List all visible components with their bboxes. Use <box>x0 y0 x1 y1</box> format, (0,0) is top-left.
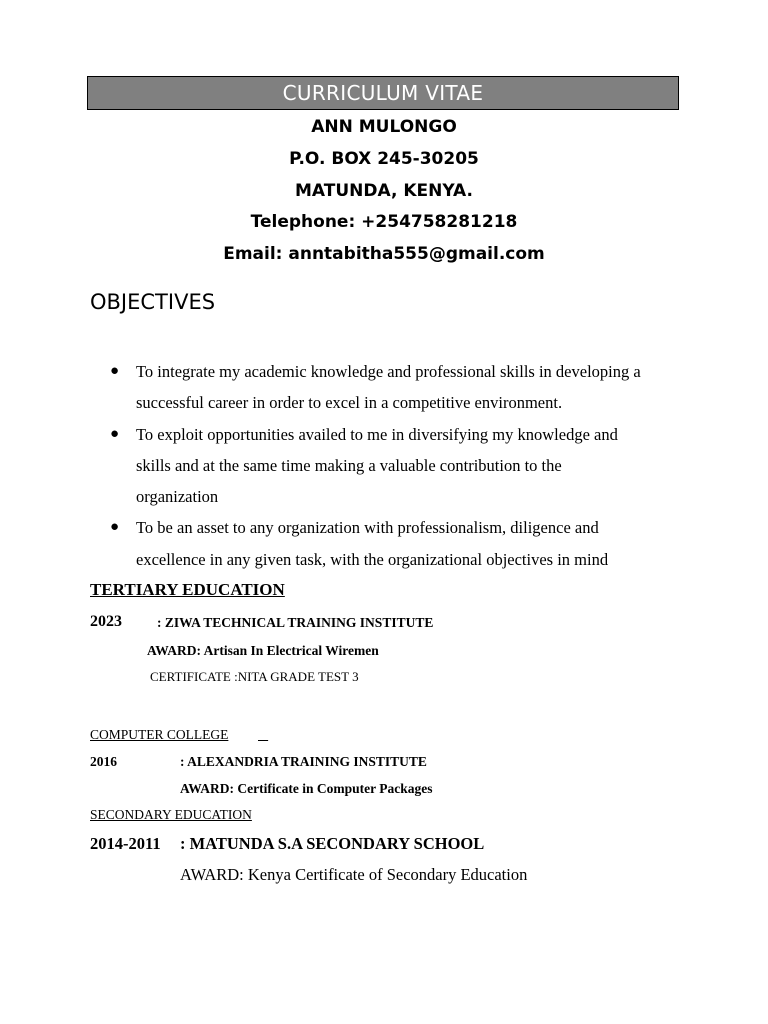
email: Email: anntabitha555@gmail.com <box>223 244 545 264</box>
bullet-icon: ● <box>110 519 120 536</box>
tertiary-year: 2023 <box>90 613 122 630</box>
bullet-icon: ● <box>110 363 120 379</box>
telephone: Telephone: +254758281218 <box>250 212 518 232</box>
po-box: P.O. BOX 245-30205 <box>289 149 479 169</box>
secondary-year: 2014-2011 <box>90 834 161 853</box>
tertiary-institution: : ZIWA TECHNICAL TRAINING INSTITUTE <box>157 615 434 630</box>
tertiary-certificate: CERTIFICATE :NITA GRADE TEST 3 <box>150 669 359 684</box>
tertiary-award: AWARD: Artisan In Electrical Wiremen <box>147 643 379 658</box>
computer-institution: : ALEXANDRIA TRAINING INSTITUTE <box>180 754 427 769</box>
computer-year: 2016 <box>90 754 117 769</box>
objective-item: ● To be an asset to any organization with professionalism, diligence and excellence in any given task, with the organizational objectives in mind <box>110 512 710 575</box>
objective-item: ● To exploit opportunities availed to me in diversifying my knowledge and skills and at the same time making a valuable contribution to the organization <box>110 419 710 513</box>
secondary-institution: : MATUNDA S.A SECONDARY SCHOOL <box>180 834 485 853</box>
computer-heading-trailing-underline <box>258 727 276 743</box>
document-title: CURRICULUM VITAE <box>282 81 484 105</box>
tertiary-heading: TERTIARY EDUCATION <box>90 580 285 599</box>
objectives-list <box>110 356 710 575</box>
objectives-heading: OBJECTIVES <box>90 290 216 314</box>
secondary-heading: SECONDARY EDUCATION <box>90 807 252 822</box>
objective-item: ● To integrate my academic knowledge and professional skills in developing a successful career in order to excel in a competitive environment. <box>110 356 710 419</box>
bullet-icon: ● <box>110 425 120 442</box>
computer-heading: COMPUTER COLLEGE <box>90 727 229 742</box>
title-banner <box>87 76 679 110</box>
secondary-award: AWARD: Kenya Certificate of Secondary Education <box>180 865 528 884</box>
computer-award: AWARD: Certificate in Computer Packages <box>180 781 433 796</box>
location: MATUNDA, KENYA. <box>295 181 473 201</box>
applicant-name: ANN MULONGO <box>311 117 457 137</box>
